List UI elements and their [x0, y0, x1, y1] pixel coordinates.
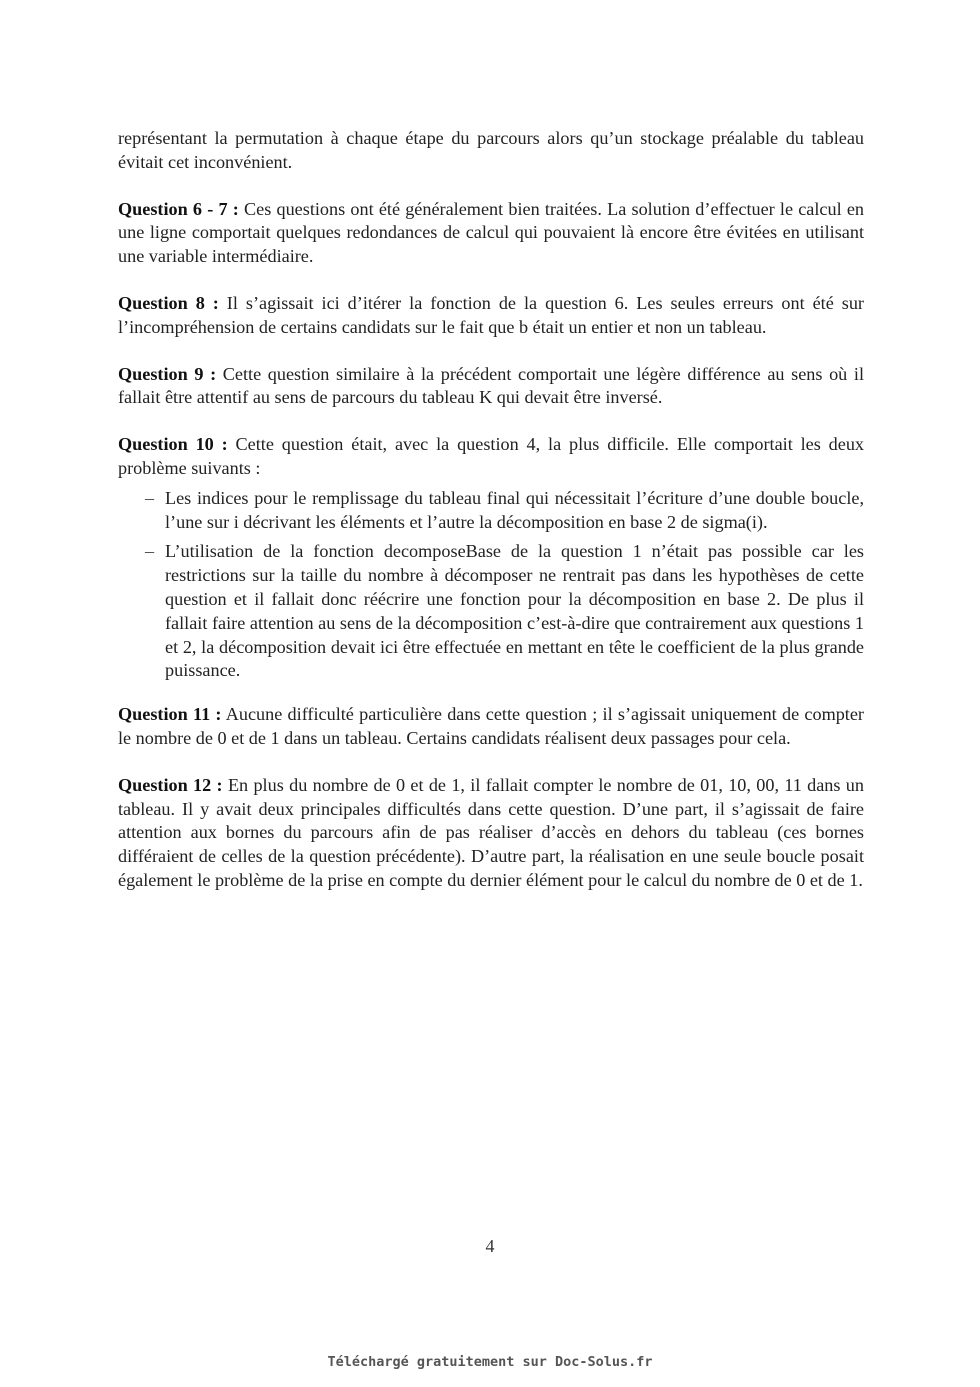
list-marker: – [145, 541, 155, 562]
paragraph-question-8 [118, 292, 864, 340]
question-text: En plus du nombre de 0 et de 1, il fallait compter le nombre de 01, 10, 00, 11 dans un tableau. Il y avait deux principales difficultés dans cette question. D’une part, il s’agissait de faire attention aux bornes du parcours afin de pas réaliser d’accès en dehors du tableau (ces bornes différaient de celles de la question précédente). D’autre part, la réalisation en une seule boucle posait également le problème de la prise en compte du dernier élément pour le calcul du nombre de 0 et de 1. [118, 774, 864, 890]
question-label: Question 12 : [118, 774, 223, 795]
paragraph-question-10 [118, 433, 864, 481]
paragraph-question-6-7 [118, 198, 864, 269]
question-text: Cette question était, avec la question 4, la plus difficile. Elle comportait les deux problème suivants : [118, 434, 865, 478]
list-marker: – [145, 487, 155, 508]
question-text: Il s’agissait ici d’itérer la fonction de la question 6. Les seules erreurs ont été sur l’incompréhension de certains candidats sur le fait que b était un entier et non un tableau. [118, 292, 864, 337]
question-label: Question 6 - 7 : [118, 198, 239, 219]
question-text: Cette question similaire à la précédent comportait une légère différence au sens où il fallait être attentif au sens de parcours du tableau K qui devait être inversé. [118, 363, 865, 408]
question-label: Question 11 : [118, 704, 222, 725]
question-label: Question 8 : [118, 292, 219, 313]
question-label: Question 9 : [118, 363, 217, 384]
question-text: Ces questions ont été généralement bien traitées. La solution d’effectuer le calcul en une ligne comportait quelques redondances de calcul qui pouvaient là encore être évitées en utilisant une variable intermédiaire. [118, 198, 865, 267]
list-item-text: Les indices pour le remplissage du tableau final qui nécessitait l’écriture d’une double boucle, l’une sur i décrivant les éléments et l’autre la décomposition en base 2 de sigma(i). [165, 487, 864, 532]
document-body [118, 127, 864, 916]
paragraph-question-12 [118, 774, 864, 893]
paragraph-question-9 [118, 363, 864, 411]
list-item [118, 487, 864, 535]
list-item-text: L’utilisation de la fonction decomposeBase de la question 1 n’était pas possible car les restrictions sur la taille du nombre à décomposer ne rentrait pas dans les hypothèses de cette question et il fallait donc réécrire une fonction pour la décomposition en base 2. De plus il fallait faire attention au sens de la décomposition c’est-à-dire que contrairement aux questions 1 et 2, la décomposition devait ici être effectuée en mettant en tête le coefficient de la plus grande puissance. [165, 541, 864, 681]
question-text: Aucune difficulté particulière dans cette question ; il s’agissait uniquement de compter le nombre de 0 et de 1 dans un tableau. Certains candidats réalisent deux passages pour cela. [118, 704, 864, 748]
paragraph-question-11 [118, 703, 864, 751]
paragraph-continuation: représentant la permutation à chaque étape du parcours alors qu’un stockage préalable du tableau évitait cet inconvénient. [118, 128, 864, 172]
question-10-list [118, 487, 864, 683]
list-item [118, 540, 864, 683]
question-label: Question 10 : [118, 434, 228, 455]
page-number: 4 [485, 1236, 495, 1256]
footer-text: Téléchargé gratuitement sur Doc-Solus.fr [327, 1354, 653, 1370]
